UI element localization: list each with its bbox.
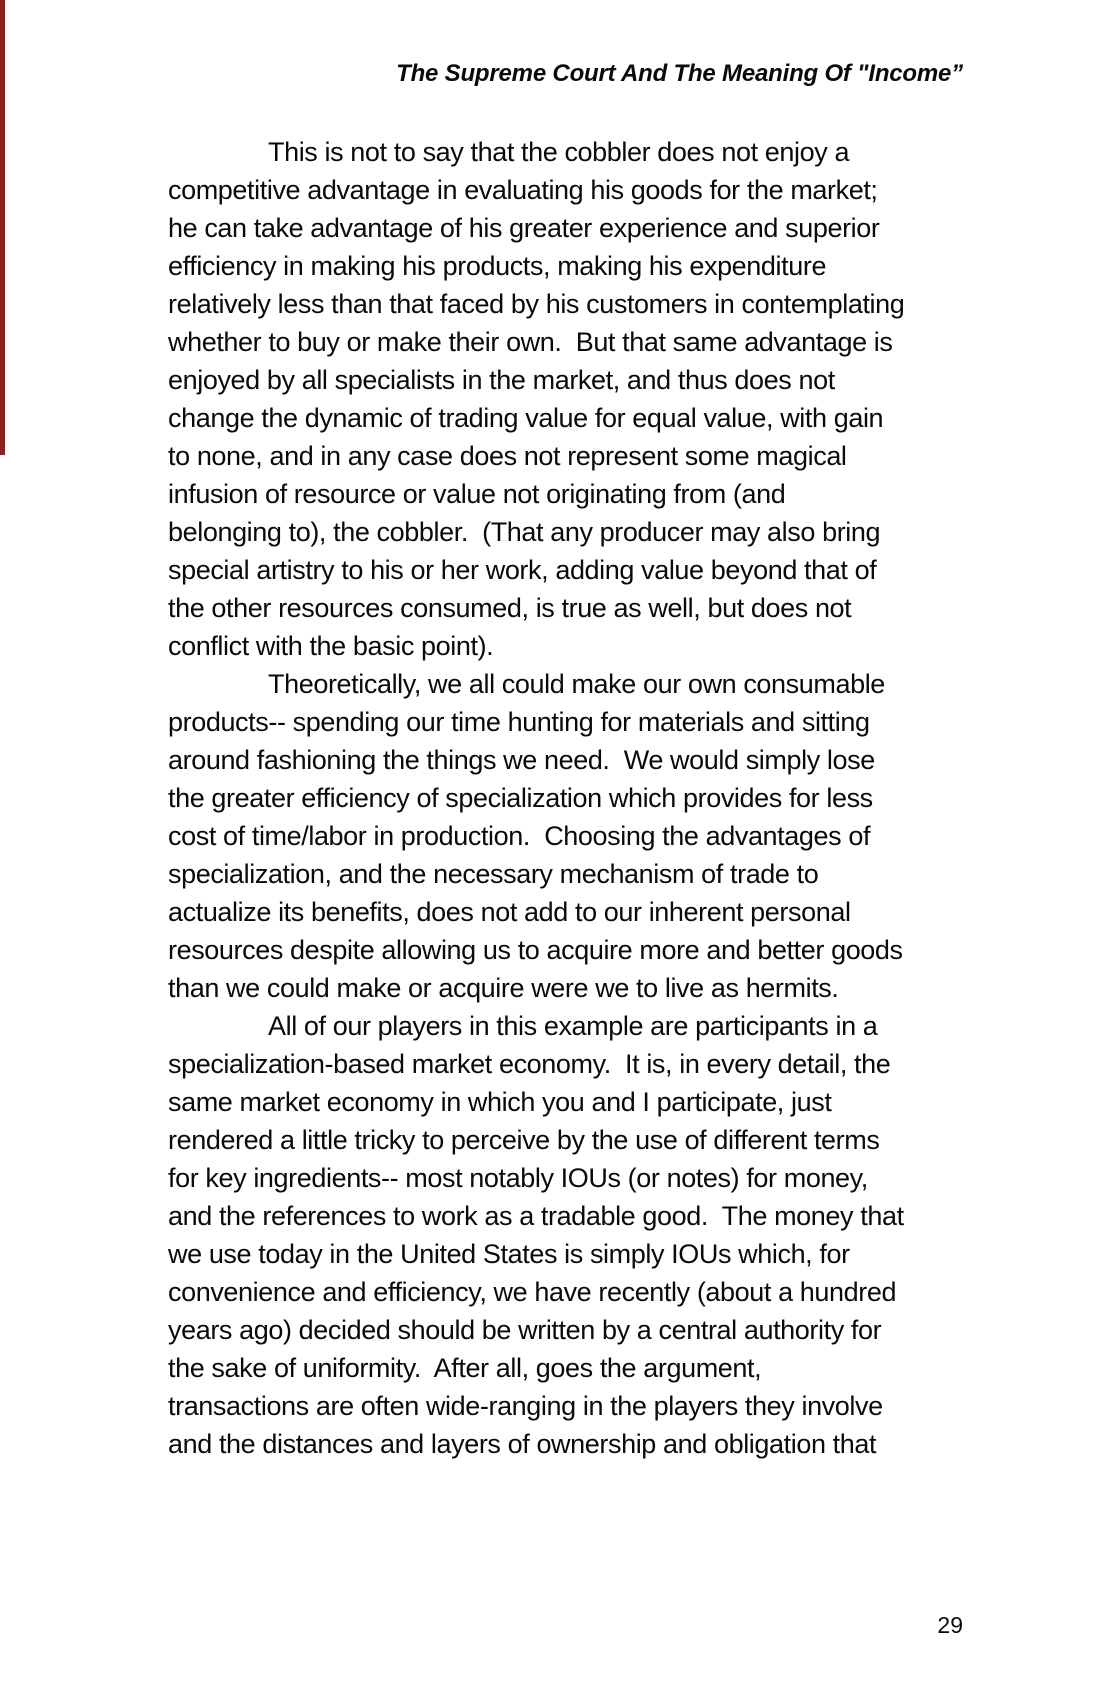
text-line: and the distances and layers of ownership and obligation that bbox=[168, 1429, 877, 1459]
text-line: we use today in the United States is simply IOUs which, for bbox=[168, 1239, 850, 1269]
text-line: same market economy in which you and I participate, just bbox=[168, 1087, 832, 1117]
text-line: All of our players in this example are participants in a bbox=[268, 1011, 878, 1041]
text-line: resources despite allowing us to acquire more and better goods bbox=[168, 935, 903, 965]
text-line: he can take advantage of his greater experience and superior bbox=[168, 213, 880, 243]
text-line: around fashioning the things we need. We would simply lose bbox=[168, 745, 875, 775]
text-line: transactions are often wide-ranging in the players they involve bbox=[168, 1391, 883, 1421]
text-line: cost of time/labor in production. Choosing the advantages of bbox=[168, 821, 871, 851]
paragraph bbox=[168, 1007, 968, 1463]
text-line: for key ingredients-- most notably IOUs (or notes) for money, bbox=[168, 1163, 868, 1193]
text-line: This is not to say that the cobbler does not enjoy a bbox=[268, 137, 850, 167]
text-line: years ago) decided should be written by a central authority for bbox=[168, 1315, 882, 1345]
text-line: to none, and in any case does not represent some magical bbox=[168, 441, 847, 471]
text-line: actualize its benefits, does not add to our inherent personal bbox=[168, 897, 851, 927]
text-line: infusion of resource or value not originating from (and bbox=[168, 479, 786, 509]
text-line: Theoretically, we all could make our own consumable bbox=[268, 669, 885, 699]
text-line: the other resources consumed, is true as well, but does not bbox=[168, 593, 852, 623]
page-body-text bbox=[168, 133, 968, 1463]
text-line: the sake of uniformity. After all, goes the argument, bbox=[168, 1353, 762, 1383]
text-line: rendered a little tricky to perceive by the use of different terms bbox=[168, 1125, 880, 1155]
text-line: change the dynamic of trading value for equal value, with gain bbox=[168, 403, 884, 433]
text-line: relatively less than that faced by his customers in contemplating bbox=[168, 289, 905, 319]
paragraph bbox=[168, 665, 968, 1007]
text-line: belonging to), the cobbler. (That any producer may also bring bbox=[168, 517, 881, 547]
text-line: the greater efficiency of specialization which provides for less bbox=[168, 783, 873, 813]
text-line: specialization-based market economy. It is, in every detail, the bbox=[168, 1049, 891, 1079]
text-line: whether to buy or make their own. But that same advantage is bbox=[168, 327, 893, 357]
text-line: competitive advantage in evaluating his goods for the market; bbox=[168, 175, 878, 205]
text-line: specialization, and the necessary mechanism of trade to bbox=[168, 859, 819, 889]
paragraph bbox=[168, 133, 968, 665]
text-line: special artistry to his or her work, adding value beyond that of bbox=[168, 555, 877, 585]
text-line: convenience and efficiency, we have recently (about a hundred bbox=[168, 1277, 897, 1307]
text-line: products-- spending our time hunting for materials and sitting bbox=[168, 707, 870, 737]
running-header-title: The Supreme Court And The Meaning Of "Income” bbox=[396, 60, 963, 87]
scan-edge-artifact bbox=[0, 0, 5, 455]
text-line: conflict with the basic point). bbox=[168, 631, 494, 661]
text-line: efficiency in making his products, making his expenditure bbox=[168, 251, 827, 281]
page-number: 29 bbox=[937, 1612, 963, 1638]
text-line: enjoyed by all specialists in the market, and thus does not bbox=[168, 365, 835, 395]
text-line: than we could make or acquire were we to live as hermits. bbox=[168, 973, 839, 1003]
text-line: and the references to work as a tradable good. The money that bbox=[168, 1201, 904, 1231]
